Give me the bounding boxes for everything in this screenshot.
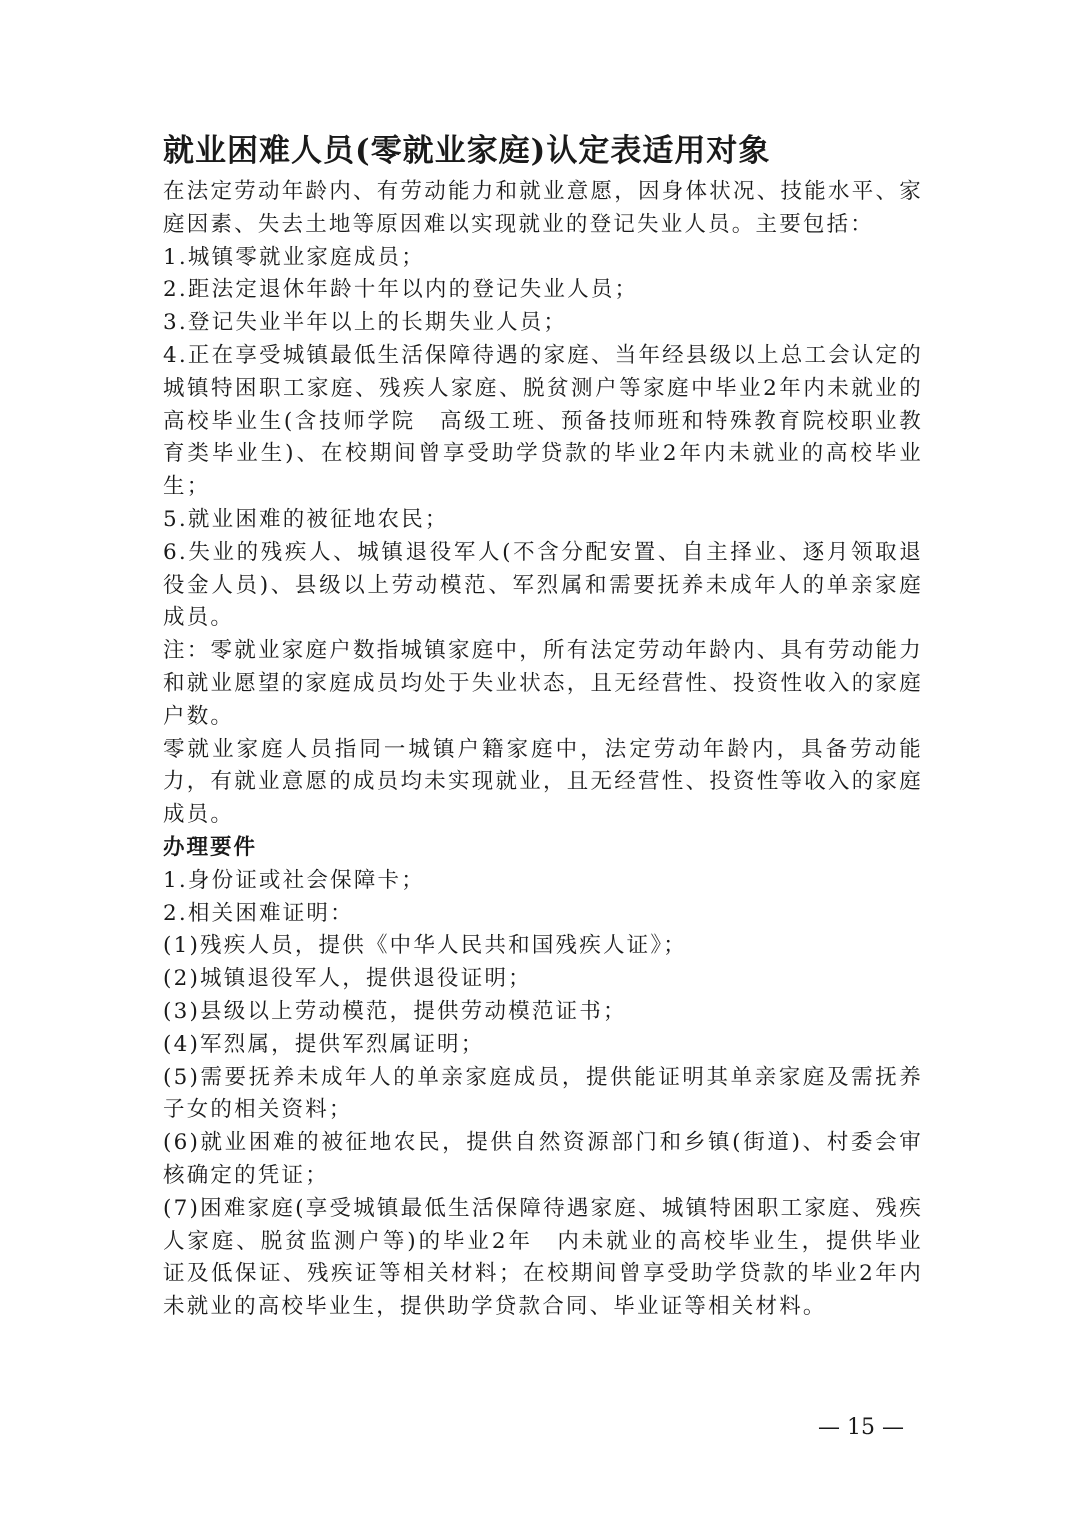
requirements-section xyxy=(163,832,923,1324)
requirement-item: (7)困难家庭(享受城镇最低生活保障待遇家庭、城镇特困职工家庭、残疾人家庭、脱贫监测户等)的毕业2年 内未就业的高校毕业生，提供毕业证及低保证、残疾证等相关材料；在校期间曾享受助学贷款的毕业2年内未就业的高校毕业生，提供助学贷款合同、毕业证等相关材料。 xyxy=(163,1195,923,1320)
requirement-item: (5)需要抚养未成年人的单亲家庭成员，提供能证明其单亲家庭及需抚养子女的相关资料； xyxy=(163,1064,923,1123)
scope-item: 4.正在享受城镇最低生活保障待遇的家庭、当年经县级以上总工会认定的城镇特困职工家庭、残疾人家庭、脱贫测户等家庭中毕业2年内未就业的高校毕业生(含技师学院 高级工班、预备技师班和特殊教育院校职业教育类毕业生)、在校期间曾享受助学贷款的毕业2年内未就业的高校毕业生； xyxy=(163,342,923,500)
scope-item: 5.就业困难的被征地农民； xyxy=(163,506,449,532)
requirement-item: (3)县级以上劳动模范，提供劳动模范证书； xyxy=(163,998,627,1024)
requirement-item: (1)残疾人员，提供《中华人民共和国残疾人证》； xyxy=(163,933,688,959)
document-body xyxy=(163,128,923,1324)
scope-item: 6.失业的残疾人、城镇退役军人(不含分配安置、自主择业、逐月领取退役金人员)、县级以上劳动模范、军烈属和需要抚养未成年人的单亲家庭成员。 xyxy=(163,539,923,631)
requirement-item: (2)城镇退役军人，提供退役证明； xyxy=(163,966,532,992)
scope-section xyxy=(163,176,923,832)
scope-item: 2.距法定退休年龄十年以内的登记失业人员； xyxy=(163,277,639,303)
requirement-item: 2.相关困难证明： xyxy=(163,900,354,926)
requirements-heading: 办理要件 xyxy=(163,834,258,860)
scope-item: 1.城镇零就业家庭成员； xyxy=(163,244,425,270)
page-title: 就业困难人员(零就业家庭)认定表适用对象 xyxy=(163,133,771,169)
scope-note: 零就业家庭人员指同一城镇户籍家庭中，法定劳动年龄内，具备劳动能力，有就业意愿的成员均未实现就业，且无经营性、投资性等收入的家庭成员。 xyxy=(163,736,923,828)
scope-item: 3.登记失业半年以上的长期失业人员； xyxy=(163,310,568,336)
requirement-item: (6)就业困难的被征地农民，提供自然资源部门和乡镇(街道)、村委会审核确定的凭证； xyxy=(163,1130,923,1188)
requirement-item: (4)军烈属，提供军烈属证明； xyxy=(163,1031,485,1057)
requirement-item: 1.身份证或社会保障卡； xyxy=(163,867,425,893)
page-number: — 15 — xyxy=(818,1415,904,1440)
scope-note: 注：零就业家庭户数指城镇家庭中，所有法定劳动年龄内、具有劳动能力和就业愿望的家庭成员均处于失业状态，且无经营性、投资性收入的家庭户数。 xyxy=(163,638,923,729)
scope-intro: 在法定劳动年龄内、有劳动能力和就业意愿，因身体状况、技能水平、家庭因素、失去土地等原因难以实现就业的登记失业人员。主要包括： xyxy=(163,179,923,237)
